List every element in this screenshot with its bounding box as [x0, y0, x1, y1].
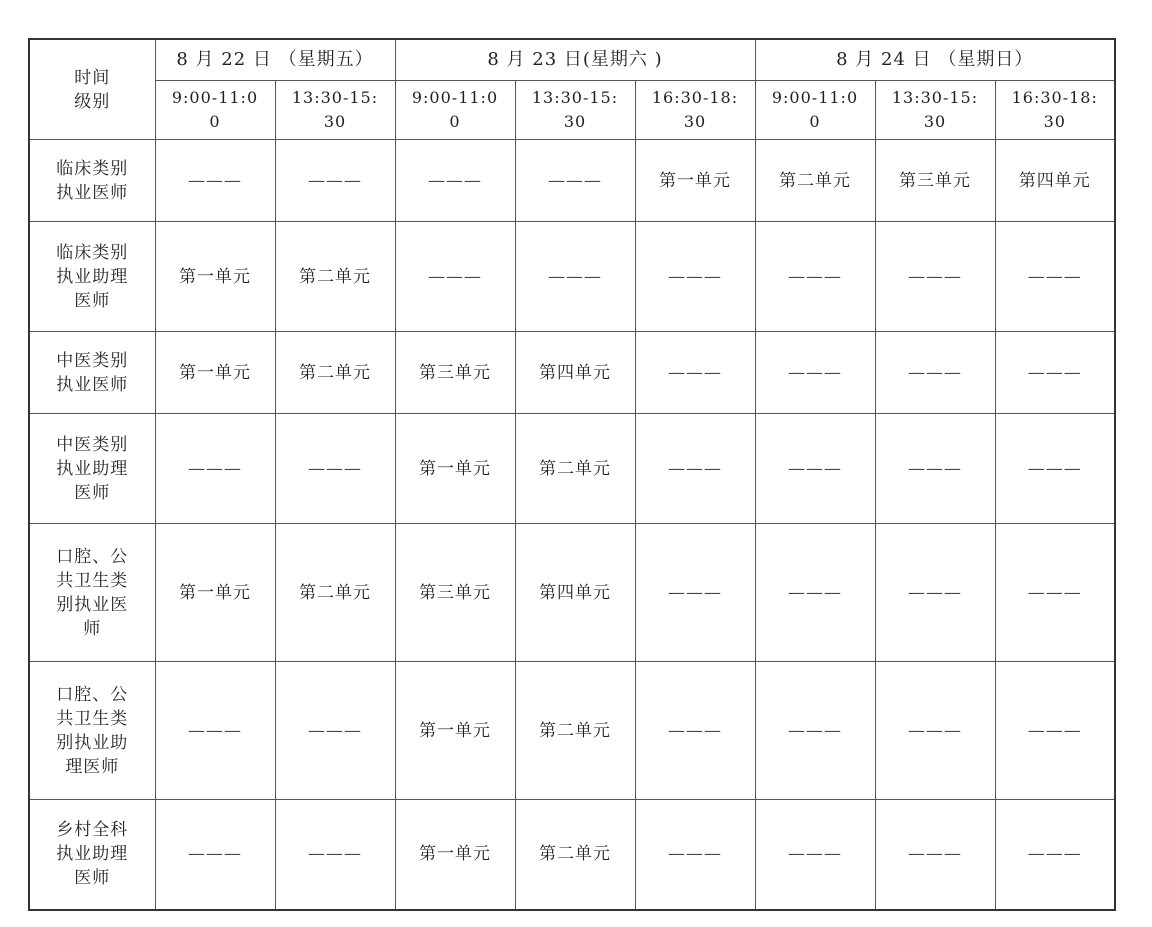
table-row — [29, 800, 1115, 910]
schedule-cell: 第一单元 — [155, 332, 275, 414]
table-row — [29, 140, 1115, 222]
grade-text: 别执业助 — [56, 732, 129, 753]
time-slot-row — [29, 81, 1115, 140]
grade-cell — [29, 800, 155, 910]
corner-time-label: 时间 — [74, 67, 111, 88]
schedule-cell: ——— — [995, 332, 1115, 414]
schedule-cell: ——— — [275, 662, 395, 800]
schedule-cell: ——— — [875, 800, 995, 910]
schedule-cell: ——— — [635, 524, 755, 662]
schedule-cell: ——— — [755, 524, 875, 662]
table-row — [29, 222, 1115, 332]
grade-text: 师 — [83, 618, 102, 639]
grade-text: 执业医师 — [56, 182, 129, 203]
date-header-0: 8 月 22 日 （星期五） — [155, 39, 395, 81]
date-header-row — [29, 39, 1115, 81]
time-slot-text: 0 — [809, 112, 821, 131]
date-header-2: 8 月 24 日 （星期日） — [755, 39, 1115, 81]
grade-text: 临床类别 — [56, 242, 129, 263]
time-slot-header-7 — [995, 81, 1115, 140]
schedule-cell: ——— — [755, 800, 875, 910]
schedule-cell: ——— — [875, 332, 995, 414]
grade-text: 执业助理 — [56, 458, 129, 479]
corner-cell — [29, 39, 155, 140]
schedule-cell: ——— — [755, 332, 875, 414]
schedule-cell: 第二单元 — [275, 524, 395, 662]
schedule-cell: ——— — [875, 662, 995, 800]
table-row — [29, 662, 1115, 800]
schedule-cell: ——— — [635, 222, 755, 332]
time-slot-text: 30 — [323, 112, 347, 131]
grade-text: 医师 — [74, 290, 111, 311]
grade-text: 医师 — [74, 868, 111, 889]
schedule-cell: ——— — [755, 222, 875, 332]
schedule-cell: ——— — [155, 800, 275, 910]
schedule-cell: ——— — [155, 414, 275, 524]
date-header-1: 8 月 23 日(星期六 ) — [395, 39, 755, 81]
grade-cell — [29, 524, 155, 662]
time-slot-text: 16:30-18: — [1011, 88, 1098, 107]
schedule-cell: 第三单元 — [395, 524, 515, 662]
schedule-cell: ——— — [875, 414, 995, 524]
schedule-cell: 第二单元 — [275, 222, 395, 332]
schedule-cell: ——— — [635, 800, 755, 910]
grade-text: 别执业医 — [56, 594, 129, 615]
time-slot-text: 13:30-15: — [891, 88, 979, 107]
table-body — [29, 140, 1115, 910]
time-slot-text: 30 — [1043, 112, 1066, 131]
schedule-cell: 第二单元 — [515, 800, 635, 910]
time-slot-text: 0 — [209, 112, 221, 131]
time-slot-text: 30 — [683, 112, 707, 131]
grade-text: 口腔、公 — [56, 684, 129, 705]
time-slot-header-3 — [515, 81, 635, 140]
schedule-cell: ——— — [155, 140, 275, 222]
time-slot-text: 30 — [923, 112, 947, 131]
schedule-cell: ——— — [515, 222, 635, 332]
schedule-cell: 第三单元 — [395, 332, 515, 414]
grade-text: 中医类别 — [56, 350, 129, 371]
schedule-cell: ——— — [875, 222, 995, 332]
table-row — [29, 332, 1115, 414]
schedule-cell: 第二单元 — [515, 662, 635, 800]
schedule-cell: ——— — [515, 140, 635, 222]
table-row — [29, 524, 1115, 662]
schedule-cell: 第一单元 — [395, 662, 515, 800]
time-slot-text: 9:00-11:0 — [771, 88, 859, 107]
schedule-cell: ——— — [155, 662, 275, 800]
grade-text: 临床类别 — [56, 158, 129, 179]
grade-text: 医师 — [74, 482, 111, 503]
schedule-cell: ——— — [995, 662, 1115, 800]
schedule-cell: ——— — [755, 662, 875, 800]
schedule-cell: ——— — [995, 414, 1115, 524]
grade-text: 执业助理 — [56, 844, 129, 865]
grade-text: 口腔、公 — [56, 546, 129, 567]
grade-text: 共卫生类 — [56, 708, 129, 729]
schedule-cell: ——— — [635, 414, 755, 524]
time-slot-header-5 — [755, 81, 875, 140]
schedule-cell: ——— — [275, 414, 395, 524]
time-slot-text: 30 — [563, 112, 587, 131]
schedule-cell: ——— — [275, 800, 395, 910]
exam-schedule-table — [28, 38, 1116, 911]
grade-text: 执业医师 — [56, 374, 129, 395]
time-slot-header-1 — [275, 81, 395, 140]
time-slot-text: 13:30-15: — [531, 88, 619, 107]
schedule-cell: ——— — [875, 524, 995, 662]
time-slot-header-6 — [875, 81, 995, 140]
schedule-container — [28, 38, 1116, 911]
time-slot-header-4 — [635, 81, 755, 140]
grade-cell — [29, 662, 155, 800]
schedule-cell: 第二单元 — [515, 414, 635, 524]
schedule-cell: 第四单元 — [995, 140, 1115, 222]
grade-cell — [29, 414, 155, 524]
schedule-cell: ——— — [635, 332, 755, 414]
table-header — [29, 39, 1115, 140]
grade-text: 共卫生类 — [56, 570, 129, 591]
schedule-cell: ——— — [755, 414, 875, 524]
time-slot-header-0 — [155, 81, 275, 140]
schedule-cell: 第二单元 — [275, 332, 395, 414]
schedule-cell: 第四单元 — [515, 524, 635, 662]
time-slot-text: 9:00-11:0 — [171, 88, 259, 107]
grade-cell — [29, 222, 155, 332]
time-slot-text: 16:30-18: — [651, 88, 739, 107]
schedule-cell: ——— — [395, 140, 515, 222]
table-row — [29, 414, 1115, 524]
time-slot-text: 9:00-11:0 — [411, 88, 499, 107]
schedule-cell: 第一单元 — [395, 800, 515, 910]
time-slot-text: 13:30-15: — [291, 88, 379, 107]
schedule-cell: ——— — [995, 800, 1115, 910]
schedule-cell: ——— — [395, 222, 515, 332]
time-slot-text: 0 — [449, 112, 461, 131]
grade-cell — [29, 140, 155, 222]
grade-text: 中医类别 — [56, 434, 129, 455]
time-slot-header-2 — [395, 81, 515, 140]
schedule-cell: ——— — [995, 524, 1115, 662]
schedule-cell: 第四单元 — [515, 332, 635, 414]
schedule-cell: 第一单元 — [155, 524, 275, 662]
grade-cell — [29, 332, 155, 414]
schedule-cell: ——— — [635, 662, 755, 800]
schedule-cell: 第一单元 — [395, 414, 515, 524]
schedule-cell: 第三单元 — [875, 140, 995, 222]
grade-text: 理医师 — [65, 756, 120, 777]
schedule-cell: ——— — [275, 140, 395, 222]
grade-text: 乡村全科 — [56, 820, 129, 841]
grade-text: 执业助理 — [56, 266, 129, 287]
schedule-cell: 第一单元 — [155, 222, 275, 332]
corner-grade-label: 级别 — [74, 91, 111, 112]
schedule-cell: 第一单元 — [635, 140, 755, 222]
schedule-cell: ——— — [995, 222, 1115, 332]
schedule-cell: 第二单元 — [755, 140, 875, 222]
